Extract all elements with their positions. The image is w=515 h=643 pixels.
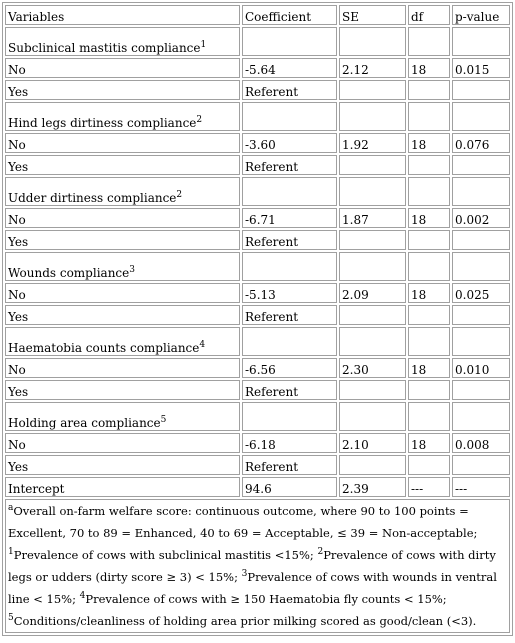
footnote-text: Prevalence of cows with subclinical mastitis <15%; [13,548,318,562]
empty-cell [242,252,337,281]
footnote-mark: 2 [317,547,324,558]
empty-cell [339,402,406,431]
empty-cell [452,327,510,356]
se-value: 1.87 [339,208,406,228]
se-value: 2.30 [339,358,406,378]
footnote-text: Conditions/cleanliness of holding area prior milking scored as good/clean (<3). [13,614,477,628]
empty-cell [242,102,337,131]
intercept-row [5,477,510,497]
section-title-text: Haematobia counts compliance [8,341,200,355]
section-title [5,27,240,56]
empty-cell [339,455,406,475]
table-row-yes [5,455,510,475]
empty-cell [408,27,450,56]
footnote-ref: 2 [196,115,203,125]
footnote-ref: 5 [160,415,167,425]
coefficient-value: -5.64 [242,58,337,78]
empty-cell [339,80,406,100]
df-value: 18 [408,58,450,78]
empty-cell [452,177,510,206]
df-value: 18 [408,433,450,453]
section-row [5,27,510,56]
level-label: No [5,433,240,453]
referent-label: Referent [242,155,337,175]
level-label: No [5,58,240,78]
empty-cell [242,327,337,356]
empty-cell [452,102,510,131]
footnotes-cell [5,499,510,633]
empty-cell [408,102,450,131]
section-title [5,252,240,281]
header-p-value: p-value [452,5,510,25]
footnote-mark: 5 [8,613,14,624]
empty-cell [339,102,406,131]
empty-cell [452,402,510,431]
referent-label: Referent [242,455,337,475]
section-title-text: Hind legs dirtiness compliance [8,116,197,130]
table-row-no [5,433,510,453]
section-row [5,402,510,431]
empty-cell [339,327,406,356]
p-value: --- [452,477,510,497]
empty-cell [408,402,450,431]
table-row-yes [5,155,510,175]
level-label: Yes [5,455,240,475]
level-label: Yes [5,380,240,400]
referent-label: Referent [242,305,337,325]
df-value: 18 [408,133,450,153]
p-value: 0.025 [452,283,510,303]
empty-cell [408,80,450,100]
table-row-yes [5,80,510,100]
section-title [5,102,240,131]
se-value: 2.12 [339,58,406,78]
p-value: 0.015 [452,58,510,78]
footnote-mark: a [8,503,14,514]
footnote-text: Prevalence of cows with wounds in ventral line < 15%; [8,570,497,606]
footnote-text: Overall on-farm welfare score: continuous outcome, where 90 to 100 points = Excellent, 70 to 89 = Enhanced, 40 to 69 = Acceptable, ≤ 39 = Non-acceptable; [8,504,478,540]
table-row-no [5,358,510,378]
df-value: 18 [408,358,450,378]
table-header-row [5,5,510,25]
empty-cell [339,230,406,250]
coefficient-value: -6.18 [242,433,337,453]
table-row-yes [5,380,510,400]
section-row [5,177,510,206]
level-label: No [5,283,240,303]
footnote-ref: 1 [200,40,207,50]
level-label: No [5,133,240,153]
p-value: 0.076 [452,133,510,153]
empty-cell [408,305,450,325]
empty-cell [339,177,406,206]
table-row-yes [5,230,510,250]
empty-cell [242,27,337,56]
footnote-mark: 4 [79,591,86,602]
empty-cell [242,402,337,431]
level-label: Yes [5,305,240,325]
empty-cell [339,380,406,400]
coefficient-value: -5.13 [242,283,337,303]
se-value: 2.10 [339,433,406,453]
empty-cell [339,305,406,325]
empty-cell [452,80,510,100]
coefficient-value: -6.56 [242,358,337,378]
footnote-ref: 4 [199,340,206,350]
p-value: 0.008 [452,433,510,453]
empty-cell [452,380,510,400]
section-title [5,327,240,356]
empty-cell [408,177,450,206]
section-title-text: Subclinical mastitis compliance [8,41,201,55]
section-title-text: Udder dirtiness compliance [8,191,177,205]
level-label: Yes [5,155,240,175]
footnote-mark: 1 [8,547,14,558]
section-row [5,327,510,356]
empty-cell [339,155,406,175]
section-title [5,402,240,431]
table-row-no [5,58,510,78]
table-row-no [5,133,510,153]
empty-cell [452,455,510,475]
se-value: 2.09 [339,283,406,303]
level-label: No [5,358,240,378]
header-df: df [408,5,450,25]
se-value: 2.39 [339,477,406,497]
regression-table [2,2,513,636]
footnote-mark: 3 [241,569,248,580]
empty-cell [242,177,337,206]
footnote-ref: 2 [176,190,183,200]
empty-cell [408,380,450,400]
empty-cell [452,230,510,250]
empty-cell [408,327,450,356]
table-row-no [5,208,510,228]
empty-cell [408,230,450,250]
empty-cell [408,155,450,175]
intercept-label: Intercept [5,477,240,497]
empty-cell [452,305,510,325]
level-label: Yes [5,80,240,100]
footnote-text: Prevalence of cows with ≥ 150 Haematobia fly counts < 15%; [85,592,447,606]
table-row-no [5,283,510,303]
se-value: 1.92 [339,133,406,153]
referent-label: Referent [242,80,337,100]
empty-cell [408,252,450,281]
header-coefficient: Coefficient [242,5,337,25]
level-label: No [5,208,240,228]
section-row [5,102,510,131]
empty-cell [339,252,406,281]
p-value: 0.010 [452,358,510,378]
empty-cell [452,252,510,281]
footnote-text: Prevalence of cows with dirty legs or udders (dirty score ≥ 3) < 15%; [8,548,496,584]
section-row [5,252,510,281]
table-row-yes [5,305,510,325]
section-title-text: Wounds compliance [8,266,130,280]
p-value: 0.002 [452,208,510,228]
header-se: SE [339,5,406,25]
referent-label: Referent [242,230,337,250]
coefficient-value: -3.60 [242,133,337,153]
footnotes-row [5,499,510,633]
empty-cell [339,27,406,56]
level-label: Yes [5,230,240,250]
coefficient-value: 94.6 [242,477,337,497]
df-value: 18 [408,208,450,228]
df-value: 18 [408,283,450,303]
empty-cell [452,27,510,56]
referent-label: Referent [242,380,337,400]
header-variables: Variables [5,5,240,25]
empty-cell [408,455,450,475]
section-title [5,177,240,206]
coefficient-value: -6.71 [242,208,337,228]
empty-cell [452,155,510,175]
df-value: --- [408,477,450,497]
section-title-text: Holding area compliance [8,416,161,430]
footnote-ref: 3 [129,265,135,275]
